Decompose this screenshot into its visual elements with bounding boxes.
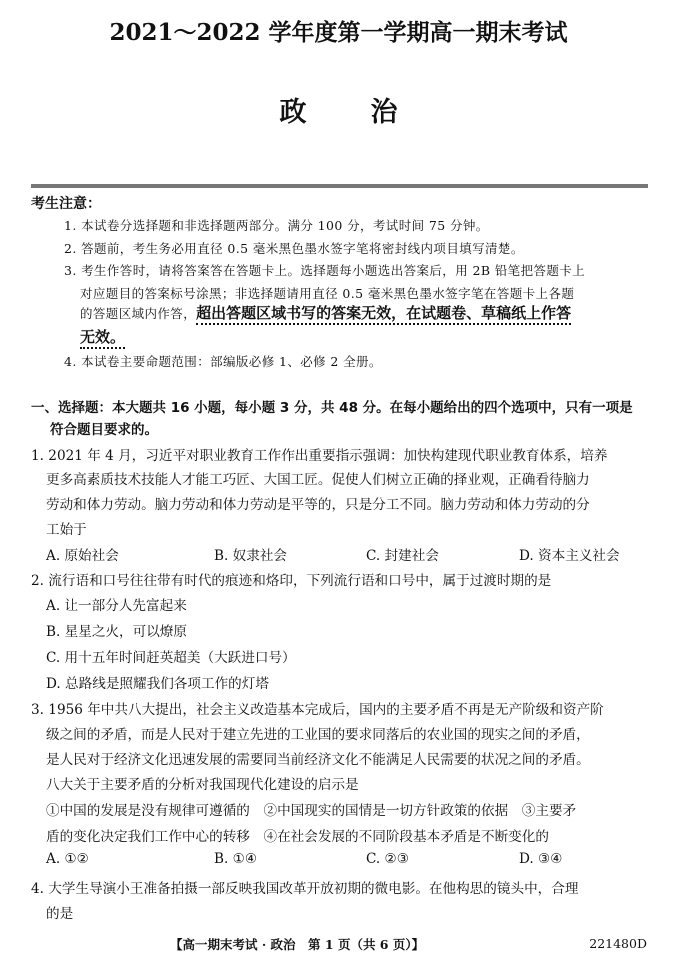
q1-line-3: 劳动和体力劳动。脑力劳动和体力劳动是平等的，只是分工不同。脑力劳动和体力劳动的分 bbox=[46, 497, 590, 513]
q3-option-b: B. ①④ bbox=[214, 851, 258, 867]
q3-line-2: 级之间的矛盾，而是人民对于建立先进的工业国的要求同落后的农业国的现实之间的矛盾， bbox=[46, 727, 590, 743]
q2-option-c: C. 用十五年时间赶英超美（大跃进口号） bbox=[46, 650, 296, 666]
q1-option-d: D. 资本主义社会 bbox=[519, 548, 620, 564]
page-footer: 【高一期末考试 · 政治 第 1 页（共 6 页）】 bbox=[170, 937, 425, 952]
q3-statements-line-2: 盾的变化决定我们工作中心的转移 ④在社会发展的不同阶段基本矛盾是不断变化的 bbox=[46, 829, 549, 845]
q2-option-a: A. 让一部分人先富起来 bbox=[46, 598, 187, 614]
section-heading-line-2: 符合题目要求的。 bbox=[50, 422, 158, 438]
q3-option-d: D. ③④ bbox=[519, 851, 563, 867]
notice-item-1: 1. 本试卷分选择题和非选择题两部分。满分 100 分，考试时间 75 分钟。 bbox=[64, 218, 489, 233]
q2-option-b: B. 星星之火，可以燎原 bbox=[46, 624, 187, 640]
q3-statements-line-1: ①中国的发展是没有规律可遵循的 ②中国现实的国情是一切方针政策的依据 ③主要矛 bbox=[46, 803, 577, 819]
exam-title: 2021～2022 学年度第一学期高一期末考试 bbox=[109, 19, 568, 46]
subject-char-2: 治 bbox=[370, 97, 398, 128]
notice-item-3-line-4: 无效。 bbox=[80, 326, 125, 347]
subject-char-1: 政 bbox=[279, 97, 307, 128]
subject-title bbox=[0, 90, 677, 129]
q1-option-a: A. 原始社会 bbox=[46, 548, 119, 564]
q1-line-1: 1. 2021 年 4 月，习近平对职业教育工作作出重要指示强调：加快构建现代职业教育体系，培养 bbox=[31, 448, 608, 464]
q2-option-d: D. 总路线是照耀我们各项工作的灯塔 bbox=[46, 676, 269, 692]
q1-line-2: 更多高素质技术技能人才能工巧匠、大国工匠。促使人们树立正确的择业观，正确看待脑力 bbox=[46, 472, 590, 488]
notice-item-3-line-3 bbox=[80, 302, 571, 323]
notice-item-3-emphasis: 超出答题区域书写的答案无效，在试题卷、草稿纸上作答 bbox=[196, 304, 571, 325]
q2-line-1: 2. 流行语和口号往往带有时代的痕迹和烙印，下列流行语和口号中，属于过渡时期的是 bbox=[31, 573, 552, 589]
notice-heading: 考生注意： bbox=[31, 196, 101, 212]
q3-option-a: A. ①② bbox=[46, 851, 89, 867]
q4-line-1: 4. 大学生导演小王准备拍摄一部反映我国改革开放初期的微电影。在他构思的镜头中，合理 bbox=[31, 881, 579, 897]
q3-option-c: C. ②③ bbox=[366, 851, 409, 867]
section-heading-line-1: 一、选择题：本大题共 16 小题，每小题 3 分，共 48 分。在每小题给出的四个选项中，只有一项是 bbox=[31, 400, 633, 416]
notice-item-3-line-2: 对应题目的答案标号涂黑；非选择题请用直径 0.5 毫米黑色墨水签字笔在答题卡上各题 bbox=[80, 286, 575, 301]
q4-line-2: 的是 bbox=[46, 906, 74, 922]
notice-item-3-line-1: 3. 考生作答时，请将答案答在答题卡上。选择题每小题选出答案后，用 2B 铅笔把答题卡上 bbox=[64, 263, 586, 278]
divider-rule bbox=[31, 184, 648, 188]
paper-code: 221480D bbox=[589, 936, 647, 951]
notice-item-2: 2. 答题前，考生务必用直径 0.5 毫米黑色墨水签字笔将密封线内项目填写清楚。 bbox=[64, 241, 524, 256]
q1-option-b: B. 奴隶社会 bbox=[214, 548, 288, 564]
q3-line-1: 3. 1956 年中共八大提出，社会主义改造基本完成后，国内的主要矛盾不再是无产阶级和资产阶 bbox=[31, 702, 604, 718]
q3-line-4: 八大关于主要矛盾的分析对我国现代化建设的启示是 bbox=[46, 777, 359, 793]
notice-item-3-line-3-text: 的答题区域内作答， bbox=[80, 306, 197, 321]
q1-option-c: C. 封建社会 bbox=[366, 548, 439, 564]
q3-line-3: 是人民对于经济文化迅速发展的需要同当前经济文化不能满足人民需要的状况之间的矛盾。 bbox=[46, 752, 590, 768]
q1-line-4: 工始于 bbox=[46, 522, 87, 538]
notice-item-4: 4. 本试卷主要命题范围：部编版必修 1、必修 2 全册。 bbox=[64, 354, 382, 369]
